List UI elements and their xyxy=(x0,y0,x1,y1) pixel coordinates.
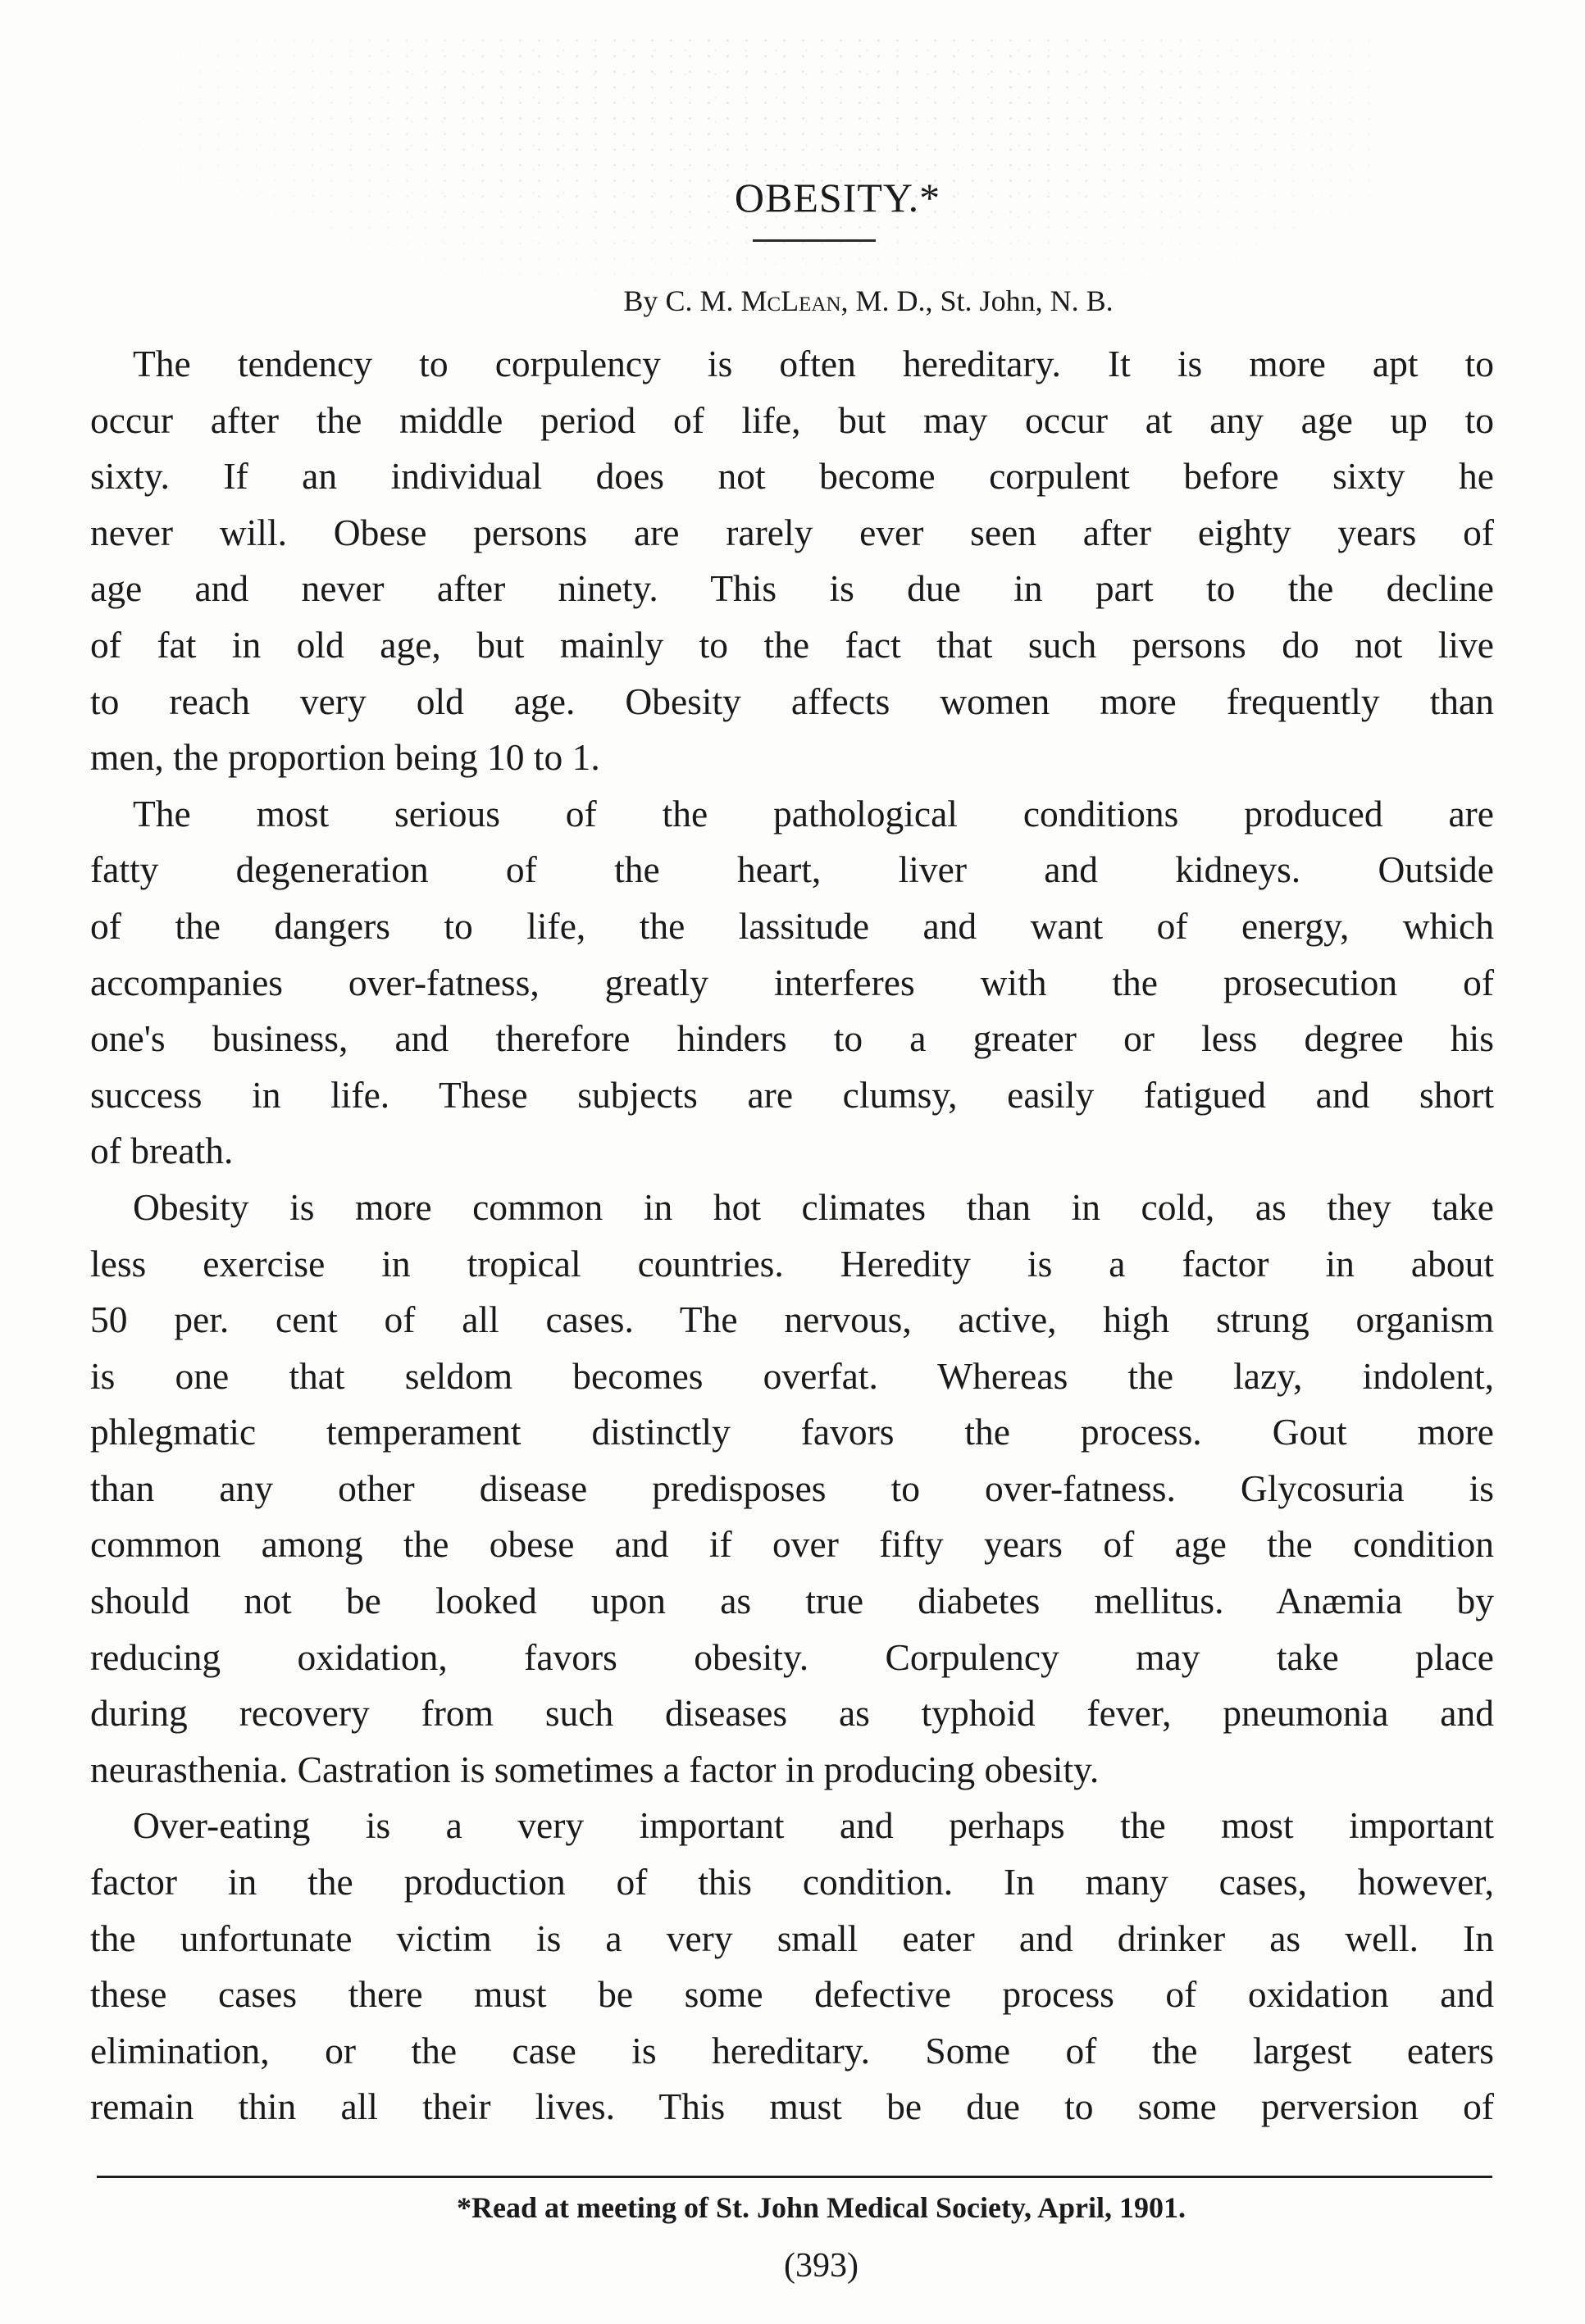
body-line: men, the proportion being 10 to 1. xyxy=(90,736,600,779)
body-line: is one that seldom becomes overfat. Whereas the lazy, indolent, xyxy=(90,1354,1494,1397)
byline-prefix: By xyxy=(623,284,658,317)
body-line: neurasthenia. Castration is sometimes a factor in producing obesity. xyxy=(90,1748,1100,1790)
body-line: occur after the middle period of life, but may occur at any age up to xyxy=(90,398,1494,441)
body-line: reducing oxidation, favors obesity. Corpulency may take place xyxy=(90,1635,1494,1678)
footnote: *Read at meeting of St. John Medical Society, April, 1901. xyxy=(457,2191,1186,2224)
body-line: factor in the production of this condition. In many cases, however, xyxy=(90,1861,1494,1903)
body-line: accompanies over-fatness, greatly interferes with the prosecution of xyxy=(90,961,1494,1003)
body-line: remain thin all their lives. This must be due to some perversion of xyxy=(90,2085,1494,2128)
body-line: 50 per. cent of all cases. The nervous, active, high strung organism xyxy=(90,1298,1494,1341)
body-line: phlegmatic temperament distinctly favors the process. Gout more xyxy=(90,1411,1494,1453)
footnote-rule xyxy=(97,2176,1492,2178)
body-line: of the dangers to life, the lassitude and want of energy, which xyxy=(90,904,1494,947)
body-line: fatty degeneration of the heart, liver and kidneys. Outside xyxy=(90,848,1494,891)
byline xyxy=(0,284,1585,318)
body-line: than any other disease predisposes to over-fatness. Glycosuria is xyxy=(90,1467,1494,1509)
title-rule xyxy=(753,239,876,242)
body-line: never will. Obese persons are rarely ever seen after eighty years of xyxy=(90,511,1494,553)
body-line: age and never after ninety. This is due in part to the decline xyxy=(90,567,1494,610)
article-body xyxy=(90,336,1494,2135)
body-line: Obesity is more common in hot climates than in cold, as they take xyxy=(133,1185,1494,1228)
scan-noise xyxy=(115,33,1378,312)
body-line: one's business, and therefore hinders to a greater or less degree his xyxy=(90,1017,1494,1060)
body-line: The most serious of the pathological conditions produced are xyxy=(133,792,1494,835)
body-line: during recovery from such diseases as typhoid fever, pneumonia and xyxy=(90,1692,1494,1735)
body-line: to reach very old age. Obesity affects women more frequently than xyxy=(90,680,1494,722)
body-line: of breath. xyxy=(90,1130,234,1172)
body-line: common among the obese and if over fifty years of age the condition xyxy=(90,1523,1494,1566)
body-line: success in life. These subjects are clumsy, easily fatigued and short xyxy=(90,1073,1494,1116)
body-line: Over-eating is a very important and perhaps the most important xyxy=(133,1804,1494,1847)
body-line: of fat in old age, but mainly to the fact that such persons do not live xyxy=(90,623,1494,666)
body-line: the unfortunate victim is a very small eater and drinker as well. In xyxy=(90,1917,1494,1959)
body-line: these cases there must be some defective process of oxidation and xyxy=(90,1973,1494,2016)
body-line: sixty. If an individual does not become corpulent before sixty he xyxy=(90,455,1494,498)
body-line: elimination, or the case is hereditary. Some of the largest eaters xyxy=(90,2029,1494,2072)
article-title: OBESITY.* xyxy=(734,175,941,221)
author-name: C. M. McLean, M. D., xyxy=(665,284,933,317)
author-location: St. John, N. B. xyxy=(940,284,1114,317)
page-number: (393) xyxy=(784,2247,859,2285)
body-line: should not be looked upon as true diabetes mellitus. Anæmia by xyxy=(90,1580,1494,1622)
body-line: less exercise in tropical countries. Heredity is a factor in about xyxy=(90,1242,1494,1285)
body-line: The tendency to corpulency is often hereditary. It is more apt to xyxy=(133,343,1494,384)
